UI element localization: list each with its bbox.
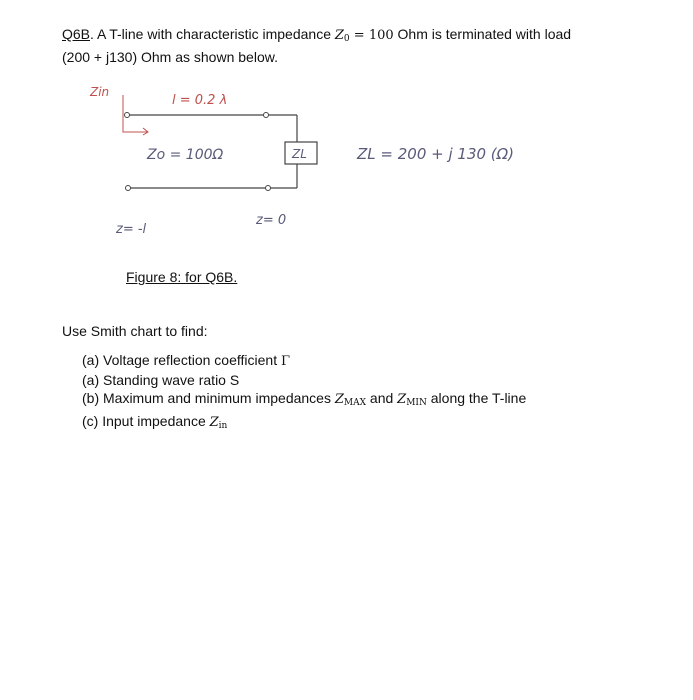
load-terminal-bottom [266, 186, 271, 191]
input-terminal-bottom [126, 186, 131, 191]
zmin-symbol: $Z_{MIN}$ [397, 392, 427, 408]
question-id: Q6B [62, 26, 91, 42]
question-text: . A T-line with characteristic impedance [90, 26, 335, 42]
input-terminal-top [125, 113, 130, 118]
load-terminal-top [264, 113, 269, 118]
z0-label: Zo = 100Ω [147, 147, 224, 163]
zin-symbol: $Z_{in}$ [209, 415, 228, 431]
question-line-2: (200 + j130) Ohm as shown below. [62, 49, 278, 65]
list-item: (c) Input impedance $Z_{in}$ [82, 413, 228, 431]
list-item: (b) Maximum and minimum impedances $Z_{MAX}$ and $Z_{MIN}$ along the T-line [82, 390, 527, 408]
figure-caption: Figure 8: for Q6B. [126, 269, 238, 285]
z-end-label: z= 0 [256, 213, 287, 228]
transmission-line-diagram [0, 0, 693, 260]
load-value-label: ZL = 200 + j 130 (Ω) [357, 145, 514, 163]
zmax-symbol: $Z_{MAX}$ [334, 392, 367, 408]
question-items [82, 351, 526, 435]
question-text-tail: Ohm is terminated with load [393, 26, 572, 42]
list-item: (a) Voltage reflection coefficient Γ [82, 352, 290, 369]
zin-label: Zin [90, 85, 110, 99]
length-label: l = 0.2 λ [172, 93, 228, 108]
z-start-label: z= -l [116, 222, 147, 237]
load-box-label: ZL [292, 147, 307, 161]
z0-value: = 100 [349, 28, 394, 43]
gamma-symbol: Γ [280, 354, 290, 369]
list-item: (a) Standing wave ratio S [82, 372, 240, 388]
z0-symbol: $Z_0$ [334, 28, 350, 44]
instruction-text: Use Smith chart to find: [62, 323, 208, 339]
